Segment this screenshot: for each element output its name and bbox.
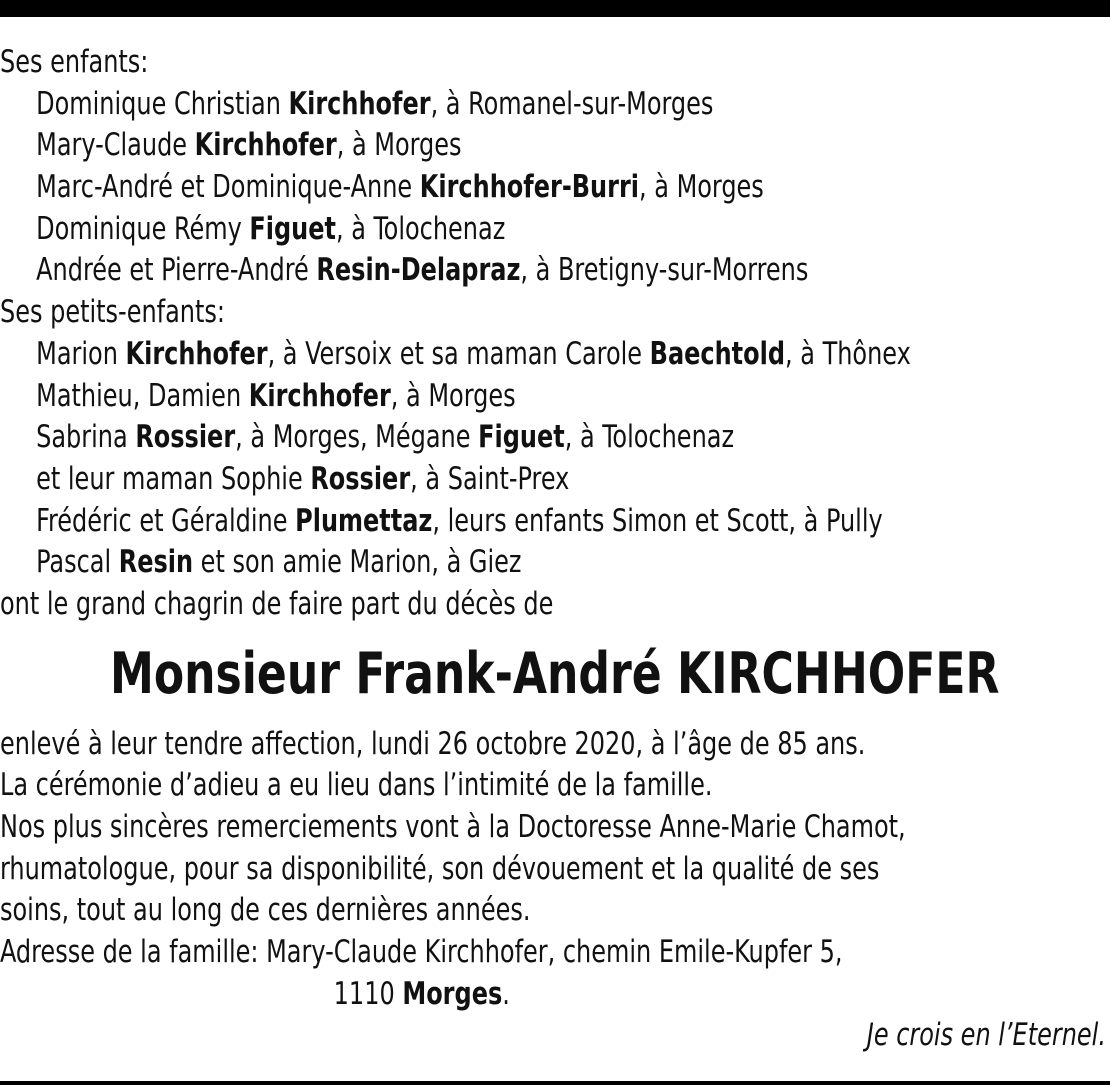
obituary-text	[0, 42, 1106, 1057]
top-rule	[0, 0, 1110, 17]
surname: Figuet	[478, 419, 565, 456]
announcement: ont le grand chagrin de faire part du décès de	[0, 585, 554, 622]
body-line: enlevé à leur tendre affection, lundi 26 octobre 2020, à l’âge de 85 ans.	[0, 725, 866, 762]
grandchild-line: Sabrina Rossier, à Morges, Mégane Figuet, à Tolochenaz	[36, 419, 735, 456]
bottom-rule	[0, 1081, 1110, 1085]
family-address-city: 1110 Morges.	[333, 975, 510, 1012]
grandchild-line: Marion Kirchhofer, à Versoix et sa maman Carole Baechtold, à Thônex	[36, 335, 911, 372]
child-line: Mary-Claude Kirchhofer, à Morges	[36, 127, 462, 164]
surname: Rossier	[310, 460, 411, 497]
grandchild-line: et leur maman Sophie Rossier, à Saint-Prex	[36, 460, 570, 497]
child-line: Marc-André et Dominique-Anne Kirchhofer-Burri, à Morges	[36, 169, 764, 206]
surname: Kirchhofer	[194, 127, 337, 164]
body-line: La cérémonie d’adieu a eu lieu dans l’intimité de la famille.	[0, 767, 713, 804]
surname: Kirchhofer-Burri	[419, 169, 640, 206]
surname: Resin	[118, 544, 194, 581]
child-line: Dominique Rémy Figuet, à Tolochenaz	[36, 210, 506, 247]
body-line: rhumatologue, pour sa disponibilité, son dévouement et la qualité de ses	[0, 850, 880, 887]
family-address: Adresse de la famille: Mary-Claude Kirchhofer, chemin Emile-Kupfer 5,	[0, 934, 843, 971]
grandchild-line: Mathieu, Damien Kirchhofer, à Morges	[36, 377, 516, 414]
surname: Figuet	[249, 210, 336, 247]
grandchild-line: Pascal Resin et son amie Marion, à Giez	[36, 544, 522, 581]
surname: Resin-Delapraz	[316, 252, 521, 289]
surname: Rossier	[135, 419, 236, 456]
child-line: Dominique Christian Kirchhofer, à Romanel-sur-Morges	[36, 85, 714, 122]
children-heading: Ses enfants:	[0, 44, 149, 80]
surname: Kirchhofer	[248, 377, 391, 414]
surname: Kirchhofer	[288, 85, 431, 122]
surname: Plumettaz	[295, 502, 433, 539]
body-line: soins, tout au long de ces dernières années.	[0, 892, 531, 929]
deceased-name: Monsieur Frank-André KIRCHHOFER	[109, 640, 1000, 707]
surname: Kirchhofer	[125, 335, 268, 372]
body-line: Nos plus sincères remerciements vont à la Doctoresse Anne-Marie Chamot,	[0, 809, 906, 845]
grandchildren-heading: Ses petits-enfants:	[0, 294, 225, 331]
city: Morges	[402, 975, 503, 1012]
motto: Je crois en l’Eternel.	[866, 1017, 1106, 1054]
surname: Baechtold	[649, 335, 786, 372]
child-line: Andrée et Pierre-André Resin-Delapraz, à Bretigny-sur-Morrens	[36, 252, 809, 289]
grandchild-line: Frédéric et Géraldine Plumettaz, leurs enfants Simon et Scott, à Pully	[36, 502, 883, 539]
